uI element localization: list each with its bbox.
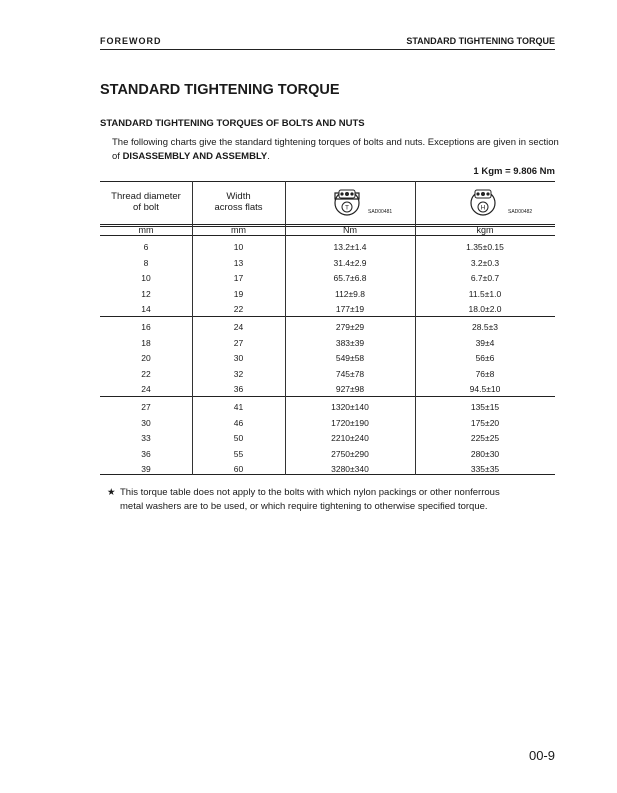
width-cell: 22 [233,304,244,314]
table-row [100,353,555,368]
figure-code-kgm: SAD00482 [508,209,533,215]
width-cell: 55 [233,448,244,459]
intro-paragraph [112,136,562,164]
header-section-label: FOREWORD [100,36,162,46]
width-cell: 41 [233,402,244,412]
torque-kgm-cell: 6.7±0.7 [470,273,500,283]
table-row [100,464,555,479]
torque-kgm-cell: 94.5±10 [469,384,501,394]
torque-kgm-cell: 280±30 [470,448,500,459]
intro-text: The following charts give the standard tightening torques of bolts and nuts. Exceptions are given in section of [112,137,559,162]
table-row [100,369,555,384]
table-row [100,449,555,464]
torque-kgm-cell: 18.0±2.0 [468,304,502,314]
header-width-line2: across flats [214,202,263,213]
width-cell: 46 [233,417,244,428]
star-icon: ★ [107,487,116,498]
width-cell: 10 [233,242,244,252]
thread-diameter-cell: 27 [141,402,151,412]
unit-thread: mm [138,225,154,235]
intro-end: . [267,151,270,162]
unit-conversion: 1 Kgm = 9.806 Nm [473,166,555,177]
torque-nm-cell: 1720±190 [331,417,369,428]
torque-kgm-cell: 225±25 [470,433,500,443]
figure-code-nm: SAD00481 [368,209,393,215]
torque-nm-cell: 31.4±2.9 [333,257,367,268]
table-row [100,304,555,319]
table-row [100,402,555,417]
table-row [100,258,555,273]
table-row [100,242,555,257]
header-thread-diameter [100,191,192,213]
thread-diameter-cell: 16 [141,322,151,332]
torque-nm-cell: 745±78 [335,368,365,379]
unit-kgm: kgm [476,225,494,235]
table-top-rule [100,181,555,182]
torque-nm-cell: 2210±240 [331,433,369,443]
bolt-torque-icon [332,187,362,217]
torque-nm-cell: 927±98 [335,384,365,394]
thread-diameter-cell: 39 [141,464,151,474]
torque-nm-cell: 383±39 [335,337,365,348]
width-cell: 19 [233,288,244,299]
torque-kgm-cell: 1.35±0.15 [466,242,504,252]
bolt-icon-letter-t: T [345,204,349,212]
table-row [100,289,555,304]
torque-nm-cell: 1320±140 [331,402,369,412]
table-row [100,433,555,448]
width-cell: 36 [233,384,244,394]
torque-kgm-cell: 335±35 [470,464,500,474]
header-topic-label: STANDARD TIGHTENING TORQUE [406,36,555,46]
footnote-text: This torque table does not apply to the bolts with which nylon packings or other nonferrous metal washers are to be used, or which require tightening to otherwise specified torque. [120,487,500,512]
torque-kgm-cell: 175±20 [470,417,500,428]
torque-nm-cell: 177±19 [335,304,365,314]
nut-torque-icon [468,187,498,217]
torque-kgm-cell: 56±6 [475,353,495,363]
unit-rule [100,235,555,236]
unit-nm: Nm [343,225,357,235]
torque-nm-cell: 2750±290 [331,448,369,459]
torque-table [100,181,555,475]
header-thread-line2: of bolt [133,202,159,213]
width-cell: 17 [233,273,244,283]
header-rule [100,49,555,50]
table-row [100,338,555,353]
thread-diameter-cell: 33 [141,433,151,443]
thread-diameter-cell: 36 [141,448,151,459]
table-row [100,322,555,337]
thread-diameter-cell: 18 [141,337,151,348]
width-cell: 50 [233,433,244,443]
torque-nm-cell: 279±29 [335,322,365,332]
torque-kgm-cell: 3.2±0.3 [470,257,500,268]
torque-kgm-cell: 28.5±3 [472,322,498,332]
header-width-line1: Width [226,191,251,202]
torque-nm-cell: 65.7±6.8 [333,273,367,283]
width-cell: 27 [233,337,244,348]
torque-nm-cell: 549±58 [335,353,365,363]
thread-diameter-cell: 20 [141,353,151,363]
torque-nm-cell: 13.2±1.4 [333,242,367,252]
header-thread-line1: Thread diameter [111,191,181,202]
thread-diameter-cell: 30 [141,417,151,428]
intro-bold-ref: DISASSEMBLY AND ASSEMBLY [122,151,268,162]
width-cell: 13 [233,257,244,268]
width-cell: 24 [233,322,244,332]
thread-diameter-cell: 6 [143,242,149,252]
header-width [192,191,285,213]
torque-kgm-cell: 11.5±1.0 [468,288,502,299]
section-subtitle: STANDARD TIGHTENING TORQUES OF BOLTS AND NUTS [100,118,365,129]
width-cell: 30 [233,353,244,363]
thread-diameter-cell: 10 [141,273,151,283]
thread-diameter-cell: 22 [141,368,151,379]
page-number: 00-9 [528,748,555,763]
width-cell: 60 [233,464,244,474]
torque-kgm-cell: 76±8 [475,368,495,379]
table-row [100,273,555,288]
thread-diameter-cell: 8 [143,257,149,268]
torque-kgm-cell: 39±4 [475,337,495,348]
table-row [100,418,555,433]
table-row [100,384,555,399]
unit-width: mm [231,225,246,235]
torque-kgm-cell: 135±15 [470,402,500,412]
page-title: STANDARD TIGHTENING TORQUE [100,82,340,98]
thread-diameter-cell: 12 [141,288,151,299]
nut-icon-letter-h: H [480,204,486,212]
width-cell: 32 [233,368,244,379]
torque-nm-cell: 112±9.8 [334,288,366,299]
thread-diameter-cell: 14 [141,304,151,314]
thread-diameter-cell: 24 [141,384,151,394]
torque-nm-cell: 3280±340 [331,464,369,474]
